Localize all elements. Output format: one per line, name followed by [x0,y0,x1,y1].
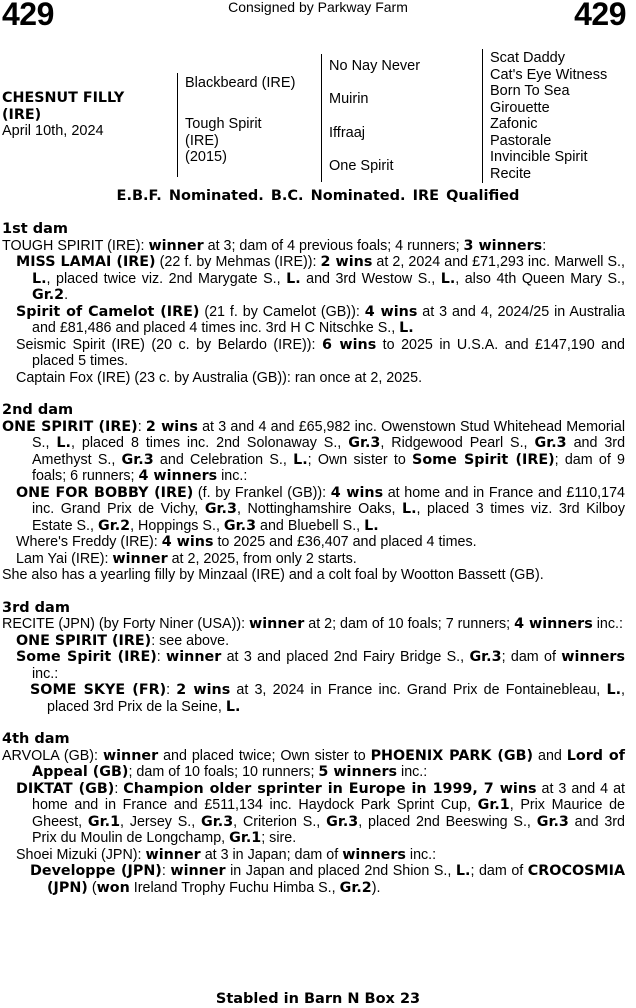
progeny-developpe: Developpe (JPN): winner in Japan and placed 2nd Shion S., L.; dam of CROCOSMIA (JPN) (won Ireland Trophy Fuchu Himba S., Gr.2). [30,863,626,896]
dam: Tough Spirit (IRE) (2015) [185,116,262,165]
horse-country: (IRE) [2,106,42,123]
pedigree-line-2 [321,54,322,182]
progeny-wheres-freddy: Where's Freddy (IRE): 4 wins to 2025 and £36,407 and placed 4 times. [16,534,477,550]
second-dam-note: She also has a yearling filly by Minzaal (IRE) and a colt foal by Wootton Bassett (GB). [2,567,544,583]
grandsire-maternal: Iffraaj [329,125,366,141]
progeny-spirit-of-camelot: Spirit of Camelot (IRE) (21 f. by Camelot (GB)): 4 wins at 3 and 4, 2024/25 in Australia and £81,486 and placed 4 times inc. 3rd H C Nitschke S., L. [16,303,625,336]
third-dam-entry: RECITE (JPN) (by Forty Niner (USA)): winner at 2; dam of 10 foals; 7 runners; 4 winners inc.: [2,616,623,632]
great-grandparents: Scat Daddy Cat's Eye Witness Born To Sea Girouette Zafonic Pastorale Invincible Spirit Recite [490,50,608,182]
first-dam-entry: TOUGH SPIRIT (IRE): winner at 3; dam of 4 previous foals; 4 runners; 3 winners: [2,237,547,254]
horse-sex-line: CHESNUT FILLY [2,90,125,106]
grandsire-paternal: No Nay Never [329,58,421,74]
lot-number-right: 429 [574,0,626,32]
granddam-maternal: One Spirit [329,158,394,174]
progeny-some-skye: SOME SKYE (FR): 2 wins at 3, 2024 in France inc. Grand Prix de Fontainebleau, L., placed 3rd Prix de la Seine, L. [30,682,625,715]
fourth-dam-heading: 4th dam [2,731,70,747]
progeny-captain-fox: Captain Fox (IRE) (23 c. by Australia (GB)): ran once at 2, 2025. [16,369,423,386]
first-dam-heading: 1st dam [2,221,68,237]
lot-number-left: 429 [2,0,54,32]
foaling-date: April 10th, 2024 [2,123,104,139]
sire: Blackbeard (IRE) [185,75,296,91]
progeny-lam-yai: Lam Yai (IRE): winner at 2, 2025, from only 2 starts. [16,550,357,567]
second-dam-entry: ONE SPIRIT (IRE): 2 wins at 3 and 4 and £65,982 inc. Owenstown Stud Whitehead Memorial S., L., placed 8 times inc. 2nd Solonaway S., Gr.3, Ridgewood Pearl S., Gr.3 and 3rd Amethyst S., Gr.3 and Celebration S., L.; Own sister to Some Spirit (IRE); dam of 9 foals; 6 runners; 4 winners inc.: [2,418,626,484]
progeny-one-for-bobby: ONE FOR BOBBY (IRE) (f. by Frankel (GB)): 4 wins at home and in France and £110,174 inc. Grand Prix de Vichy, Gr.3, Nottinghamshire Oaks, L., placed 3 times viz. 3rd Kilboy Estate S., Gr.2, Hoppings S., Gr.3 and Bluebell S., L. [16,484,626,534]
dam-produce-record [2,221,625,896]
third-dam-heading: 3rd dam [2,599,70,616]
second-dam-heading: 2nd dam [2,402,74,418]
progeny-some-spirit: Some Spirit (IRE): winner at 3 and placed 2nd Fairy Bridge S., Gr.3; dam of winners inc.: [16,649,625,682]
granddam-paternal: Muirin [329,91,369,107]
progeny-diktat: DIKTAT (GB): Champion older sprinter in Europe in 1999, 7 wins at 3 and 4 at home and in France and £511,134 inc. Haydock Park Sprint Cup, Gr.1, Prix Maurice de Gheest, Gr.1, Jersey S., Gr.3, Criterion S., Gr.3, placed 2nd Beeswing S., Gr.3 and 3rd Prix du Moulin de Longchamp, Gr.1; sire. [16,780,626,846]
pedigree-line-1 [177,73,178,177]
progeny-shoei-mizuki: Shoei Mizuki (JPN): winner at 3 in Japan; dam of winners inc.: [16,846,437,863]
consignor: Consigned by Parkway Farm [228,0,408,15]
nominations: E.B.F. Nominated. B.C. Nominated. IRE Qualified [116,188,520,204]
progeny-miss-lamai: MISS LAMAI (IRE) (22 f. by Mehmas (IRE)): 2 wins at 2, 2024 and £71,293 inc. Marwell S., L., placed twice viz. 2nd Marygate S., L. and 3rd Westow S., L., also 4th Queen Mary S., Gr.2. [16,254,625,303]
progeny-one-spirit: ONE SPIRIT (IRE): see above. [16,632,230,649]
pedigree-line-3 [482,49,483,183]
fourth-dam-entry: ARVOLA (GB): winner and placed twice; Own sister to PHOENIX PARK (GB) and Lord of Appeal (GB); dam of 10 foals; 10 runners; 5 winners inc.: [2,747,625,780]
progeny-seismic-spirit: Seismic Spirit (IRE) (20 c. by Belardo (IRE)): 6 wins to 2025 in U.S.A. and £147,190 and placed 5 times. [16,336,625,369]
horse-identity [2,90,124,140]
stabling-info: Stabled in Barn N Box 23 [215,991,421,1007]
